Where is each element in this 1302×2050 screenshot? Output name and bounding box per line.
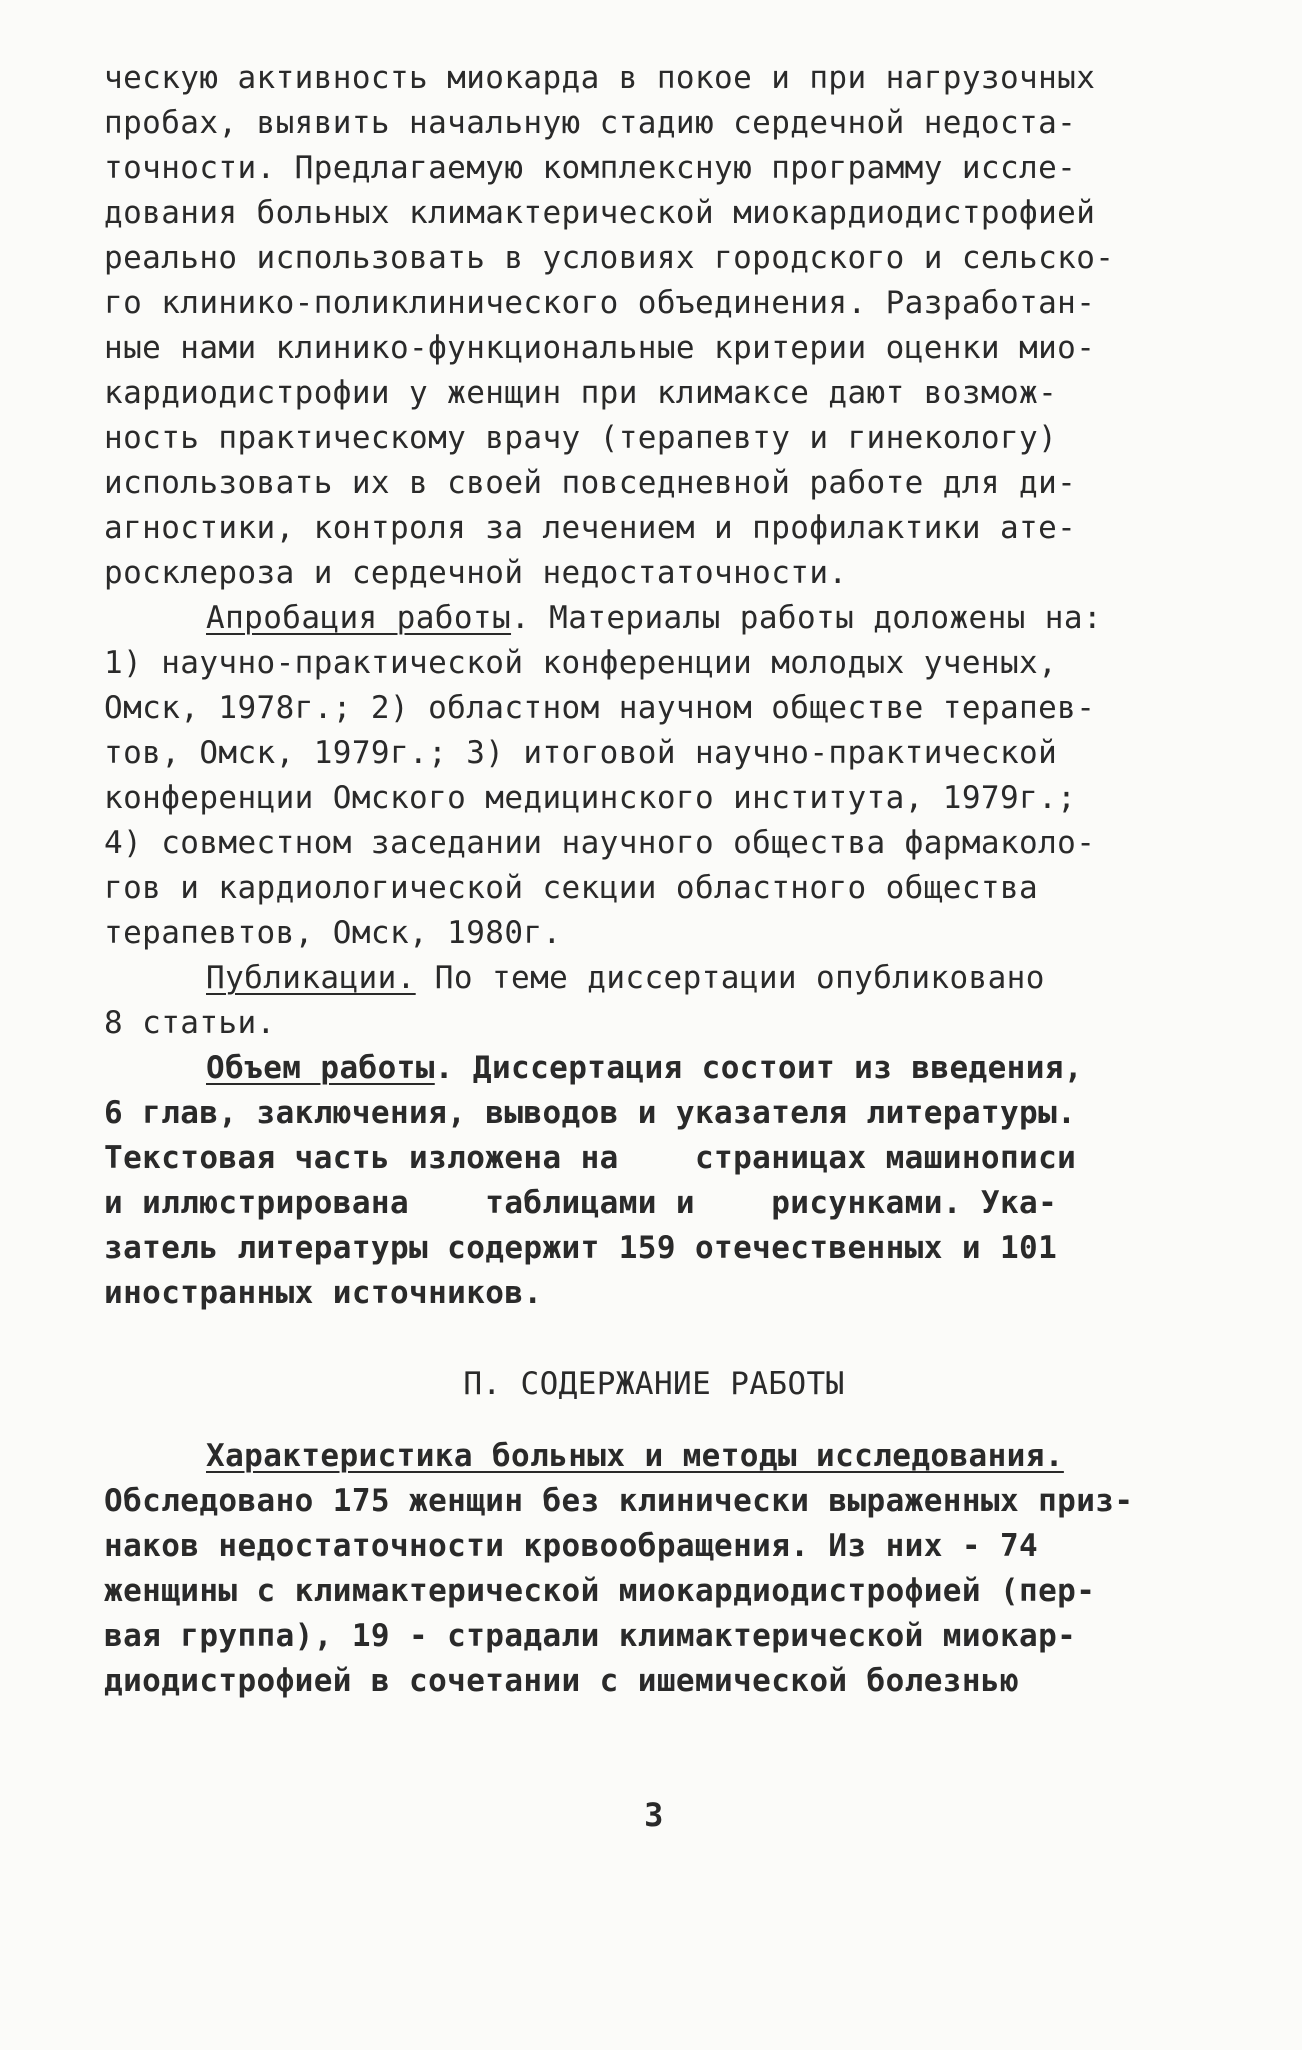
text-line: конференции Омского медицинского института, 1979г.; [104, 780, 1077, 816]
text-line: вая группа), 19 - страдали климактерической миокар- [104, 1618, 1077, 1654]
publications-first-line-rest: По теме диссертации опубликовано [415, 960, 1045, 996]
text-line: кардиодистрофии у женщин при климаксе дают возмож- [104, 375, 1058, 411]
characteristics-title-line [206, 1436, 1064, 1476]
text-line: иностранных источников. [104, 1275, 543, 1311]
text-line: 8 статьи. [104, 1005, 276, 1041]
publications-first-line [206, 958, 1045, 998]
text-line: 6 глав, заключения, выводов и указателя литературы. [104, 1095, 1077, 1131]
characteristics-title: Характеристика больных и методы исследования. [206, 1438, 1064, 1474]
text-line: дования больных климактерической миокардиодистрофией [104, 195, 1096, 231]
text-line: Обследовано 175 женщин без клинически выраженных приз- [104, 1483, 1134, 1519]
text-line: агностики, контроля за лечением и профилактики ате- [104, 510, 1077, 546]
text-line: ческую активность миокарда в покое и при нагрузочных [104, 60, 1096, 96]
section-heading: П. СОДЕРЖАНИЕ РАБОТЫ [463, 1366, 845, 1402]
text-line: Текстовая часть изложена на страницах машинописи [104, 1140, 1077, 1176]
text-line: росклероза и сердечной недостаточности. [104, 555, 848, 591]
approbation-title: Апробация работы [206, 600, 512, 636]
publications-title: Публикации. [206, 960, 416, 996]
volume-first-line [206, 1048, 1083, 1088]
text-line: точности. Предлагаемую комплексную программу иссле- [104, 150, 1077, 186]
text-line: реально использовать в условиях городского и сельско- [104, 240, 1115, 276]
text-line: 1) научно-практической конференции молодых ученых, [104, 645, 1058, 681]
text-line: ность практическому врачу (терапевту и гинекологу) [104, 420, 1058, 456]
text-line: женщины с климактерической миокардиодистрофией (пер- [104, 1573, 1096, 1609]
text-line: 4) совместном заседании научного общества фармаколо- [104, 825, 1096, 861]
text-line: диодистрофией в сочетании с ишемической болезнью [104, 1663, 1020, 1699]
approbation-first-line-rest: . Материалы работы доложены на: [511, 600, 1103, 636]
volume-first-line-rest: . Диссертация состоит из введения, [434, 1050, 1083, 1086]
text-line: использовать их в своей повседневной работе для ди- [104, 465, 1077, 501]
text-line: го клинико-поликлинического объединения. Разработан- [104, 285, 1096, 321]
text-line: затель литературы содержит 159 отечественных и 101 [104, 1230, 1058, 1266]
page-number: 3 [644, 1796, 664, 1834]
text-line: Омск, 1978г.; 2) областном научном обществе терапев- [104, 690, 1096, 726]
text-line: ные нами клинико-функциональные критерии оценки мио- [104, 330, 1096, 366]
text-line: тов, Омск, 1979г.; 3) итоговой научно-практической [104, 735, 1058, 771]
text-line: и иллюстрирована таблицами и рисунками. Ука- [104, 1185, 1058, 1221]
text-line: пробах, выявить начальную стадию сердечной недоста- [104, 105, 1077, 141]
volume-title: Объем работы [206, 1050, 435, 1086]
approbation-first-line [206, 598, 1102, 638]
text-line: терапевтов, Омск, 1980г. [104, 915, 562, 951]
text-line: наков недостаточности кровообращения. Из них - 74 [104, 1528, 1039, 1564]
text-line: гов и кардиологической секции областного общества [104, 870, 1039, 906]
